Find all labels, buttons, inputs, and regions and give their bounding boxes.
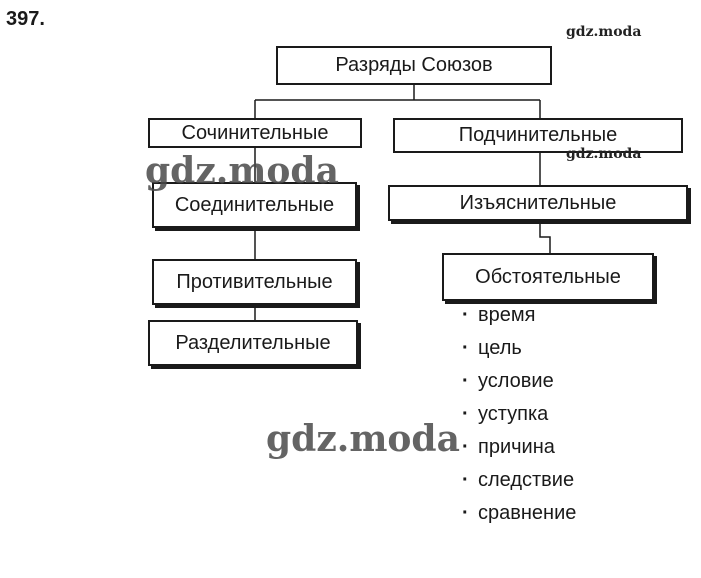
- explanatory-box: [388, 185, 688, 221]
- disjunctive-box: [148, 320, 358, 366]
- root-box: [276, 46, 552, 85]
- list-item: [462, 302, 576, 335]
- adversative-label: Противительные: [176, 270, 333, 293]
- connective-label: Соединительные: [174, 193, 335, 216]
- meaning-label: сравнение: [478, 502, 577, 524]
- list-item: [462, 368, 576, 401]
- list-item: [462, 335, 576, 368]
- bullet-icon: ·: [462, 469, 469, 491]
- adversative-box: [152, 259, 357, 305]
- circumstantial-label: Обстоятельные: [475, 265, 621, 288]
- circumstantial-box: [442, 253, 654, 301]
- watermark: gdz.moda: [266, 418, 460, 460]
- bullet-icon: ·: [462, 436, 469, 458]
- bullet-icon: ·: [462, 502, 469, 524]
- list-item: [462, 401, 576, 434]
- coordinating-label: Сочинительные: [181, 121, 329, 144]
- bullet-icon: ·: [462, 370, 469, 392]
- meaning-label: условие: [478, 370, 554, 392]
- explanatory-label: Изъяснительные: [459, 191, 617, 214]
- bullet-icon: ·: [462, 403, 469, 425]
- list-item: [462, 467, 576, 500]
- bullet-icon: ·: [462, 304, 469, 326]
- root-label: Разряды Союзов: [335, 54, 493, 76]
- watermark: gdz.moda: [566, 24, 642, 40]
- list-item: [462, 434, 576, 467]
- disjunctive-label: Разделительные: [175, 331, 331, 354]
- meaning-label: следствие: [478, 469, 575, 491]
- exercise-number: 397.: [6, 8, 45, 30]
- coordinating-box: [148, 118, 362, 148]
- watermark: gdz.moda: [566, 146, 642, 162]
- subordinating-label: Подчинительные: [458, 124, 618, 146]
- meaning-label: уступка: [478, 403, 549, 425]
- circumstantial-meanings-list: [462, 302, 576, 533]
- meaning-label: время: [478, 304, 536, 326]
- watermark: gdz.moda: [145, 150, 339, 192]
- meaning-label: цель: [478, 337, 522, 359]
- list-item: [462, 500, 576, 533]
- bullet-icon: ·: [462, 337, 469, 359]
- meaning-label: причина: [478, 436, 555, 458]
